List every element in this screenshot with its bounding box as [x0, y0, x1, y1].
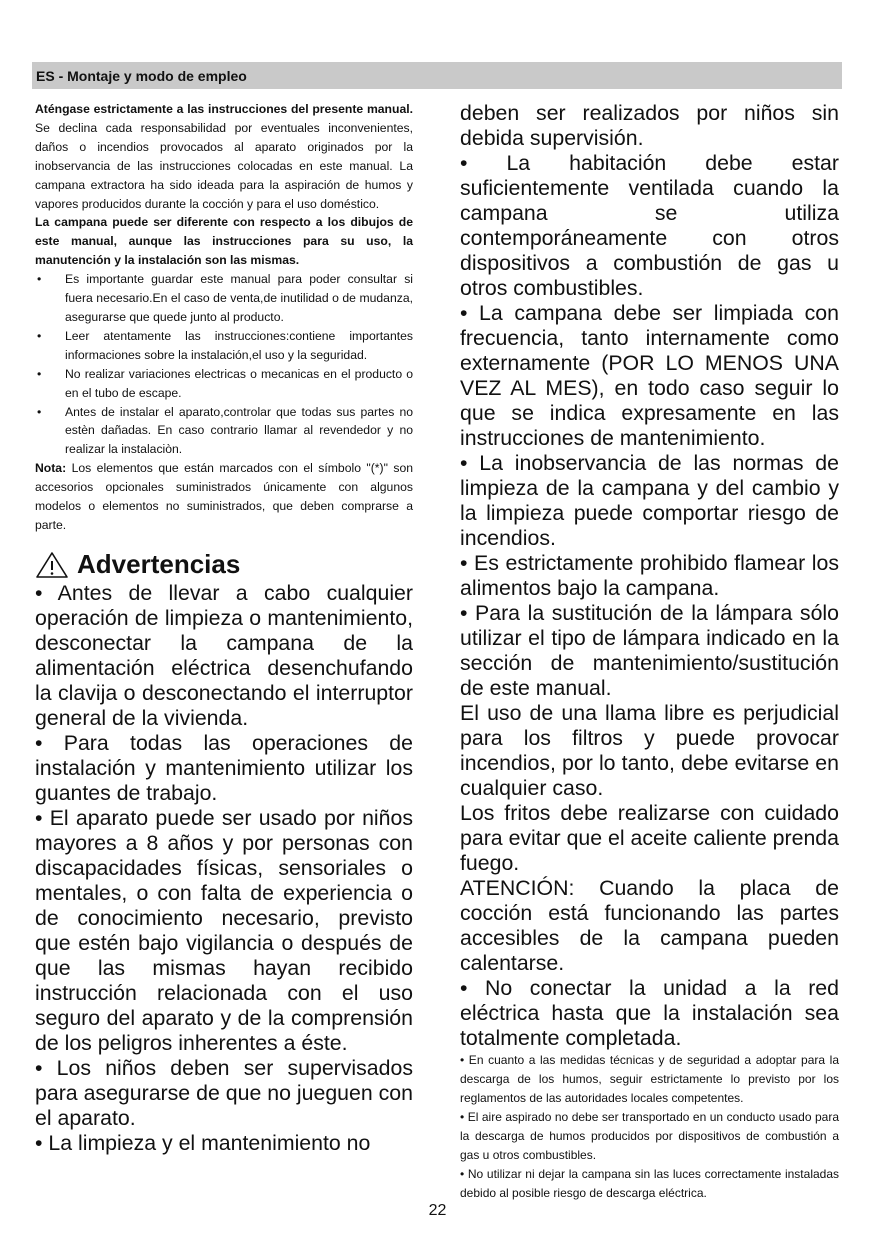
right-small-notes: [460, 1051, 839, 1203]
warning-paragraph: • Para la sustitución de la lámpara sólo utilizar el tipo de lámpara indicado en la sección de mantenimiento/sustitución de este manual.: [460, 601, 839, 700]
warning-paragraph: • No conectar la unidad a la red eléctrica hasta que la instalación sea totalmente completada.: [460, 976, 839, 1050]
warning-triangle-icon: [35, 551, 69, 579]
warning-paragraph: deben ser realizados por niños sin debida supervisión.: [460, 101, 839, 150]
list-item-text: Antes de instalar el aparato,controlar que todas sus partes no estèn dañadas. En caso contrario llamar al revendedor y no realizar la instalaciòn.: [65, 404, 413, 457]
note-paragraph: [35, 459, 413, 535]
section-header-bar: [32, 62, 842, 89]
warning-paragraph: • Antes de llevar a cabo cualquier operación de limpieza o mantenimiento, desconectar la campana de la alimentación eléctrica desenchufando la clavija o desconectando el interruptor general de la vivienda.: [35, 580, 413, 730]
section-header-title: ES - Montaje y modo de empleo: [36, 68, 247, 84]
bullet: •: [37, 366, 42, 381]
note-text: Los elementos que están marcados con el símbolo "(*)" son accesorios opcionales suministrados únicamente con algunos modelos o elementos no suministrados, que deben comprarse a parte.: [35, 461, 413, 532]
small-note: • El aire aspirado no debe ser transportado en un conducto usado para la descarga de humos producidos por dispositivos de combustión a gas u otros combustibles.: [460, 1110, 839, 1162]
page-number: 22: [428, 1202, 447, 1219]
right-warnings: [460, 101, 839, 1051]
warning-paragraph: Los fritos debe realizarse con cuidado para evitar que el aceite caliente prenda fuego.: [460, 801, 839, 875]
warning-paragraph: • La habitación debe estar suficientemente ventilada cuando la campana se utiliza contemporáneamente con otros dispositivos a combustión de gas u otros combustibles.: [460, 151, 839, 300]
list-item-text: No realizar variaciones electricas o mecanicas en el producto o en el tubo de escape.: [65, 366, 413, 400]
warning-paragraph: • La inobservancia de las normas de limpieza de la campana y del cambio y la limpieza puede comportar riesgo de incendios.: [460, 451, 839, 550]
warning-paragraph: • La campana debe ser limpiada con frecuencia, tanto internamente como externamente (POR LO MENOS UNA VEZ AL MES), en todo caso seguir lo que se indica expresamente en las instrucciones de mantenimiento.: [460, 301, 839, 450]
list-item-text: Es importante guardar este manual para poder consultar si fuera necesario.En el caso de venta,de inutilidad o de mudanza, asegurarse que quede junto al producto.: [65, 272, 413, 324]
warnings-heading: [35, 549, 413, 581]
warning-paragraph: • La limpieza y el mantenimiento no: [35, 1130, 371, 1155]
list-item: [35, 270, 413, 327]
bullet: •: [37, 328, 42, 343]
warning-paragraph: • Para todas las operaciones de instalación y mantenimiento utilizar los guantes de trabajo.: [35, 730, 413, 805]
drawings-notice: La campana puede ser diferente con respecto a los dibujos de este manual, aunque las instrucciones para su uso, la manutención y la instalación son las mismas.: [35, 215, 413, 268]
list-item: [35, 403, 413, 460]
small-note: • No utilizar ni dejar la campana sin las luces correctamente instaladas debido al posible riesgo de descarga eléctrica.: [460, 1167, 839, 1200]
warning-paragraph: • Es estrictamente prohibido flamear los alimentos bajo la campana.: [460, 551, 839, 600]
small-note: • En cuanto a las medidas técnicas y de seguridad a adoptar para la descarga de los humos, seguir estrictamente lo previsto por los reglamentos de las autoridades locales competentes.: [460, 1053, 839, 1105]
list-item: [35, 327, 413, 365]
right-column: [460, 100, 839, 1203]
warning-paragraph: El uso de una llama libre es perjudicial para los filtros y puede provocar incendios, por lo tanto, debe evitarse en cualquier caso.: [460, 701, 839, 800]
intro-text: Se declina cada responsabilidad por eventuales inconvenientes, daños o incendios provocados al aparato originados por la inobservancia de las instrucciones colocadas en este manual. La campana extractora ha sido ideada para la aspiración de humos y vapores producidos durante la cocción y para el uso doméstico.: [35, 120, 413, 211]
bullet: •: [37, 272, 42, 287]
intro-bold-text: Aténgase estrictamente a las instrucciones del presente manual.: [35, 102, 413, 116]
instruction-list: [35, 270, 413, 459]
warnings-title: Advertencias: [77, 549, 241, 580]
bullet: •: [37, 404, 42, 419]
warning-paragraph: • Los niños deben ser supervisados para asegurarse de que no jueguen con el aparato.: [35, 1055, 413, 1130]
list-item: [35, 365, 413, 403]
warning-paragraph: • El aparato puede ser usado por niños mayores a 8 años y por personas con discapacidades físicas, sensoriales o mentales, o con falta de experiencia o de conocimiento necesario, previsto que estén bajo vigilancia o después de que las mismas hayan recibido instrucción relacionada con el uso seguro del aparato y de la comprensión de los peligros inherentes a éste.: [35, 805, 413, 1055]
intro-paragraph: [35, 100, 413, 213]
list-item-text: Leer atentamente las instrucciones:contiene importantes informaciones sobre la instalación,el uso y la seguridad.: [65, 328, 413, 362]
note-label: Nota:: [35, 461, 67, 476]
left-column: [35, 100, 413, 1156]
warning-paragraph: ATENCIÓN: Cuando la placa de cocción está funcionando las partes accesibles de la campana pueden calentarse.: [460, 876, 839, 975]
